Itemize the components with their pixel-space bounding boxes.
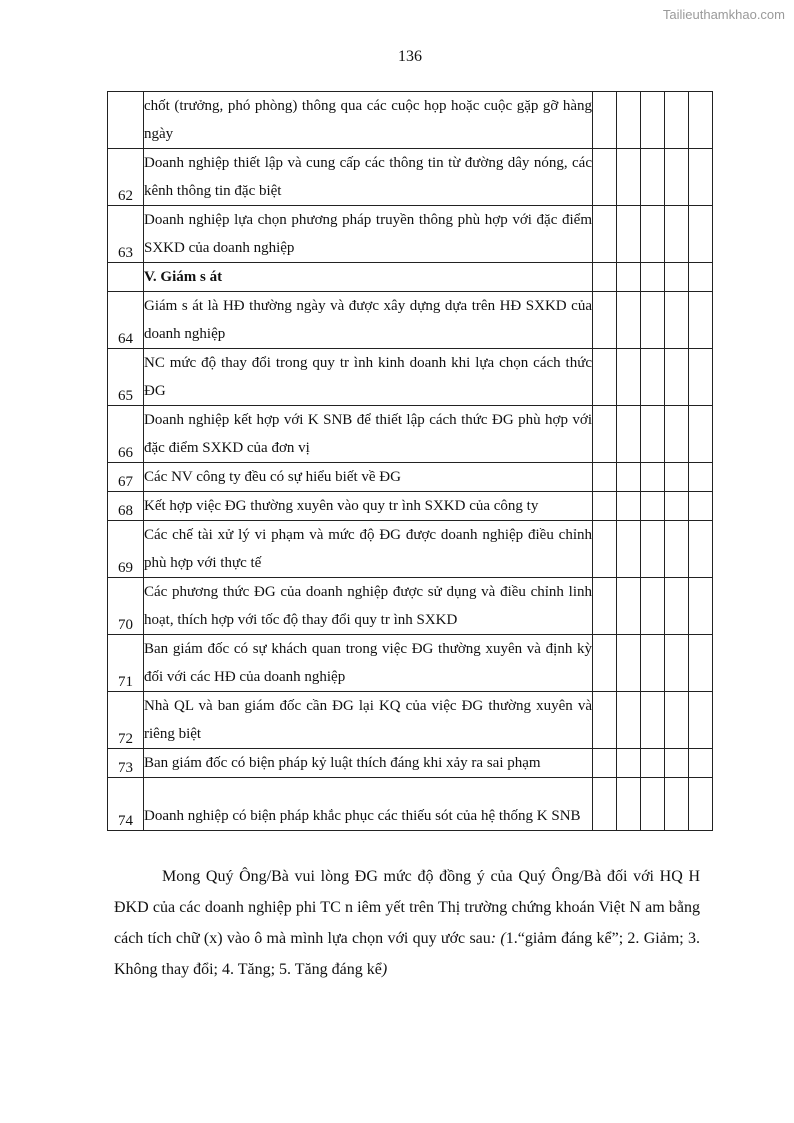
rating-cell-4[interactable] (665, 635, 689, 692)
row-statement: Các phương thức ĐG của doanh nghiệp được sử dụng và điều chỉnh linh hoạt, thích hợp với tốc độ thay đổi quy tr ình SXKD (144, 578, 593, 635)
rating-cell-3[interactable] (641, 692, 665, 749)
rating-cell-5[interactable] (689, 292, 713, 349)
rating-cell-5[interactable] (689, 463, 713, 492)
rating-cell-1[interactable] (593, 492, 617, 521)
row-statement: Ban giám đốc có sự khách quan trong việc ĐG thường xuyên và định kỳ đối với các HĐ của doanh nghiệp (144, 635, 593, 692)
instruction-main-text: Mong Quý Ông/Bà vui lòng ĐG mức độ đồng ý của Quý Ông/Bà đối với HQ H ĐKD của các doanh nghiệp phi TC n iêm yết trên Thị trường chứng khoán Việt N am bằng cách tích chữ (x) vào ô mà mình lựa chọn với quy ước sau (114, 868, 700, 947)
rating-cell-5[interactable] (689, 406, 713, 463)
rating-cell-2[interactable] (617, 149, 641, 206)
rating-cell-5 (689, 263, 713, 292)
rating-cell-3[interactable] (641, 463, 665, 492)
rating-cell-2[interactable] (617, 463, 641, 492)
row-number (108, 263, 144, 292)
rating-cell-5[interactable] (689, 206, 713, 263)
rating-cell-3[interactable] (641, 349, 665, 406)
row-number: 63 (108, 206, 144, 263)
row-statement: Giám s át là HĐ thường ngày và được xây dựng dựa trên HĐ SXKD của doanh nghiệp (144, 292, 593, 349)
instruction-paragraph (114, 861, 700, 985)
row-number: 72 (108, 692, 144, 749)
row-statement: Doanh nghiệp có biện pháp khắc phục các thiếu sót của hệ thống K SNB (144, 778, 593, 831)
rating-cell-3[interactable] (641, 92, 665, 149)
rating-cell-5[interactable] (689, 349, 713, 406)
table-row (108, 349, 713, 406)
row-number: 68 (108, 492, 144, 521)
instruction-italic-open: : ( (490, 930, 506, 947)
rating-scale-legend: 1.“giảm đáng kể”; 2. Giảm; 3. Không thay đổi; 4. Tăng; 5. Tăng đáng kể (114, 930, 701, 978)
rating-cell-5[interactable] (689, 92, 713, 149)
rating-cell-4[interactable] (665, 292, 689, 349)
rating-cell-1[interactable] (593, 749, 617, 778)
row-number: 62 (108, 149, 144, 206)
rating-cell-4[interactable] (665, 406, 689, 463)
rating-cell-1[interactable] (593, 635, 617, 692)
table-row (108, 406, 713, 463)
rating-cell-1[interactable] (593, 206, 617, 263)
row-statement: Doanh nghiệp thiết lập và cung cấp các thông tin từ đường dây nóng, các kênh thông tin đặc biệt (144, 149, 593, 206)
rating-cell-3 (641, 263, 665, 292)
row-statement: Các NV công ty đều có sự hiểu biết về ĐG (144, 463, 593, 492)
rating-cell-5[interactable] (689, 692, 713, 749)
rating-cell-2[interactable] (617, 349, 641, 406)
row-statement: Doanh nghiệp lựa chọn phương pháp truyền thông phù hợp với đặc điểm SXKD của doanh nghiệp (144, 206, 593, 263)
rating-cell-4[interactable] (665, 206, 689, 263)
rating-cell-4[interactable] (665, 149, 689, 206)
rating-cell-4 (665, 263, 689, 292)
rating-cell-5[interactable] (689, 149, 713, 206)
rating-cell-5[interactable] (689, 749, 713, 778)
table-row (108, 749, 713, 778)
row-number (108, 92, 144, 149)
rating-cell-5[interactable] (689, 578, 713, 635)
table-row (108, 292, 713, 349)
rating-cell-4[interactable] (665, 492, 689, 521)
rating-cell-3[interactable] (641, 406, 665, 463)
table-row (108, 692, 713, 749)
rating-cell-4[interactable] (665, 349, 689, 406)
rating-cell-2[interactable] (617, 778, 641, 831)
row-number: 66 (108, 406, 144, 463)
row-statement: Kết hợp việc ĐG thường xuyên vào quy tr ình SXKD của công ty (144, 492, 593, 521)
row-statement: Ban giám đốc có biện pháp kỷ luật thích đáng khi xảy ra sai phạm (144, 749, 593, 778)
rating-cell-5[interactable] (689, 521, 713, 578)
survey-table (107, 91, 713, 831)
row-number: 70 (108, 578, 144, 635)
rating-cell-2[interactable] (617, 521, 641, 578)
instruction-italic-close: ) (381, 961, 388, 978)
table-row (108, 635, 713, 692)
table-row (108, 463, 713, 492)
rating-cell-4[interactable] (665, 749, 689, 778)
rating-cell-2[interactable] (617, 492, 641, 521)
rating-cell-3[interactable] (641, 749, 665, 778)
table-row (108, 149, 713, 206)
rating-cell-2[interactable] (617, 749, 641, 778)
row-statement: NC mức độ thay đổi trong quy tr ình kinh doanh khi lựa chọn cách thức ĐG (144, 349, 593, 406)
rating-cell-3[interactable] (641, 206, 665, 263)
rating-cell-1[interactable] (593, 692, 617, 749)
rating-cell-1[interactable] (593, 92, 617, 149)
rating-cell-2[interactable] (617, 406, 641, 463)
section-heading-row (108, 263, 713, 292)
row-number: 71 (108, 635, 144, 692)
rating-cell-2[interactable] (617, 292, 641, 349)
page-number: 136 (398, 48, 422, 65)
rating-cell-5[interactable] (689, 778, 713, 831)
row-number: 65 (108, 349, 144, 406)
row-number: 73 (108, 749, 144, 778)
rating-cell-3[interactable] (641, 149, 665, 206)
section-title: V. Giám s át (144, 263, 593, 292)
rating-cell-1[interactable] (593, 406, 617, 463)
row-number: 64 (108, 292, 144, 349)
row-statement: chốt (trưởng, phó phòng) thông qua các cuộc họp hoặc cuộc gặp gỡ hàng ngày (144, 92, 593, 149)
rating-cell-4[interactable] (665, 778, 689, 831)
rating-cell-1[interactable] (593, 778, 617, 831)
row-number: 67 (108, 463, 144, 492)
rating-cell-5[interactable] (689, 492, 713, 521)
rating-cell-2[interactable] (617, 578, 641, 635)
rating-cell-3[interactable] (641, 778, 665, 831)
rating-cell-4[interactable] (665, 92, 689, 149)
rating-cell-3[interactable] (641, 635, 665, 692)
watermark: Tailieuthamkhao.com (662, 7, 785, 22)
rating-cell-4[interactable] (665, 521, 689, 578)
rating-cell-1[interactable] (593, 349, 617, 406)
table-row (108, 778, 713, 831)
rating-cell-2 (617, 263, 641, 292)
rating-cell-1[interactable] (593, 149, 617, 206)
table-row (108, 206, 713, 263)
row-number: 74 (108, 778, 144, 831)
rating-cell-1[interactable] (593, 578, 617, 635)
rating-cell-2[interactable] (617, 92, 641, 149)
rating-cell-3[interactable] (641, 578, 665, 635)
rating-cell-4[interactable] (665, 578, 689, 635)
rating-cell-3[interactable] (641, 492, 665, 521)
rating-cell-1[interactable] (593, 521, 617, 578)
row-number: 69 (108, 521, 144, 578)
table-row (108, 578, 713, 635)
table-row (108, 492, 713, 521)
rating-cell-5[interactable] (689, 635, 713, 692)
rating-cell-4[interactable] (665, 692, 689, 749)
rating-cell-1[interactable] (593, 292, 617, 349)
rating-cell-3[interactable] (641, 521, 665, 578)
rating-cell-4[interactable] (665, 463, 689, 492)
rating-cell-2[interactable] (617, 692, 641, 749)
rating-cell-2[interactable] (617, 635, 641, 692)
table-row (108, 92, 713, 149)
table-row (108, 521, 713, 578)
row-statement: Nhà QL và ban giám đốc cần ĐG lại KQ của việc ĐG thường xuyên và riêng biệt (144, 692, 593, 749)
rating-cell-1[interactable] (593, 463, 617, 492)
rating-cell-1 (593, 263, 617, 292)
rating-cell-3[interactable] (641, 292, 665, 349)
rating-cell-2[interactable] (617, 206, 641, 263)
row-statement: Doanh nghiệp kết hợp với K SNB để thiết lập cách thức ĐG phù hợp với đặc điểm SXKD của đơn vị (144, 406, 593, 463)
row-statement: Các chế tài xử lý vi phạm và mức độ ĐG được doanh nghiệp điều chỉnh phù hợp với thực tế (144, 521, 593, 578)
